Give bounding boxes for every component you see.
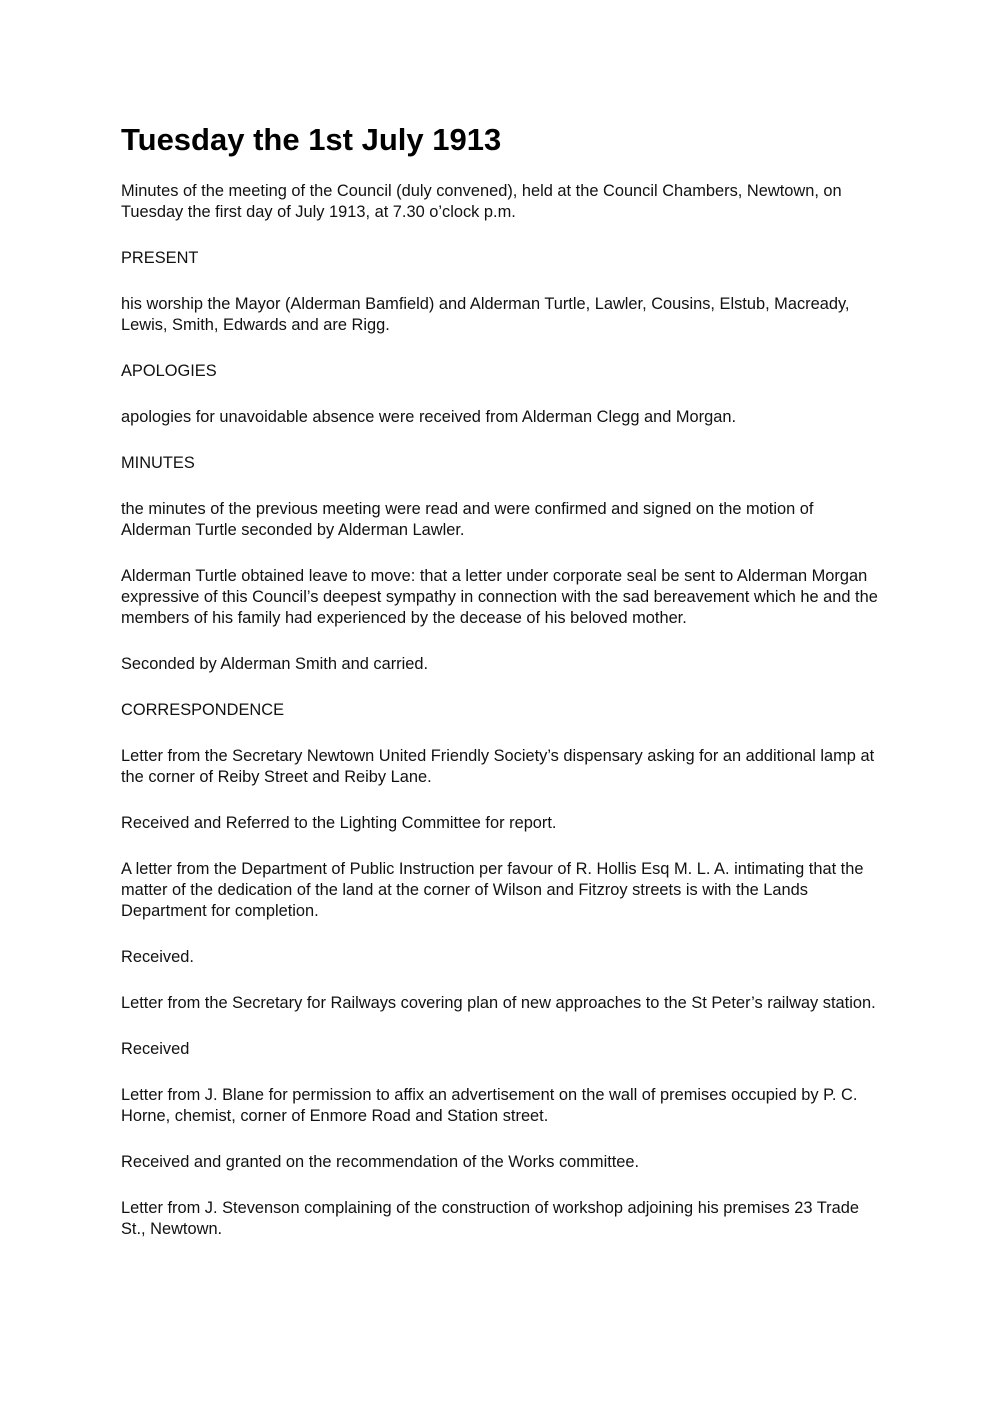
page-title: Tuesday the 1st July 1913 — [121, 122, 502, 157]
motion-text: Alderman Turtle obtained leave to move: that a letter under corporate seal be sent to Alderman Morgan expressive of this Council’s deepest sympathy in connection with the sad bereavement which he and the members of his family had experienced by the decease of his beloved mother. — [121, 567, 878, 627]
correspondence-item: A letter from the Department of Public Instruction per favour of R. Hollis Esq M. L. A. intimating that the matter of the dedication of the land at the corner of Wilson and Fitzroy streets is with the Lands Department for completion. — [121, 860, 864, 920]
correspondence-resolution: Received and granted on the recommendation of the Works committee. — [121, 1153, 640, 1171]
correspondence-item: Letter from the Secretary for Railways covering plan of new approaches to the St Peter’s railway station. — [121, 994, 876, 1012]
correspondence-item: Letter from J. Stevenson complaining of the construction of workshop adjoining his premises 23 Trade St., Newtown. — [121, 1199, 859, 1238]
present-list: his worship the Mayor (Alderman Bamfield) and Alderman Turtle, Lawler, Cousins, Elstub, Macready, Lewis, Smith, Edwards and are Rigg. — [121, 295, 850, 334]
section-heading-present: PRESENT — [121, 249, 199, 267]
correspondence-item: Letter from the Secretary Newtown United Friendly Society’s dispensary asking for an additional lamp at the corner of Reiby Street and Reiby Lane. — [121, 747, 875, 786]
meeting-intro: Minutes of the meeting of the Council (duly convened), held at the Council Chambers, Newtown, on Tuesday the first day of July 1913, at 7.30 o’clock p.m. — [121, 182, 842, 221]
motion-result: Seconded by Alderman Smith and carried. — [121, 655, 429, 673]
section-heading-minutes: MINUTES — [121, 454, 195, 472]
section-heading-correspondence: CORRESPONDENCE — [121, 701, 285, 719]
apologies-text: apologies for unavoidable absence were received from Alderman Clegg and Morgan. — [121, 408, 737, 426]
correspondence-resolution: Received — [121, 1040, 190, 1058]
section-heading-apologies: APOLOGIES — [121, 362, 217, 380]
correspondence-item: Letter from J. Blane for permission to affix an advertisement on the wall of premises occupied by P. C. Horne, chemist, corner of Enmore Road and Station street. — [121, 1086, 858, 1125]
correspondence-resolution: Received and Referred to the Lighting Committee for report. — [121, 814, 557, 832]
minutes-text: the minutes of the previous meeting were read and were confirmed and signed on the motion of Alderman Turtle seconded by Alderman Lawler. — [121, 500, 814, 539]
correspondence-resolution: Received. — [121, 948, 194, 966]
document-page — [121, 120, 886, 1265]
